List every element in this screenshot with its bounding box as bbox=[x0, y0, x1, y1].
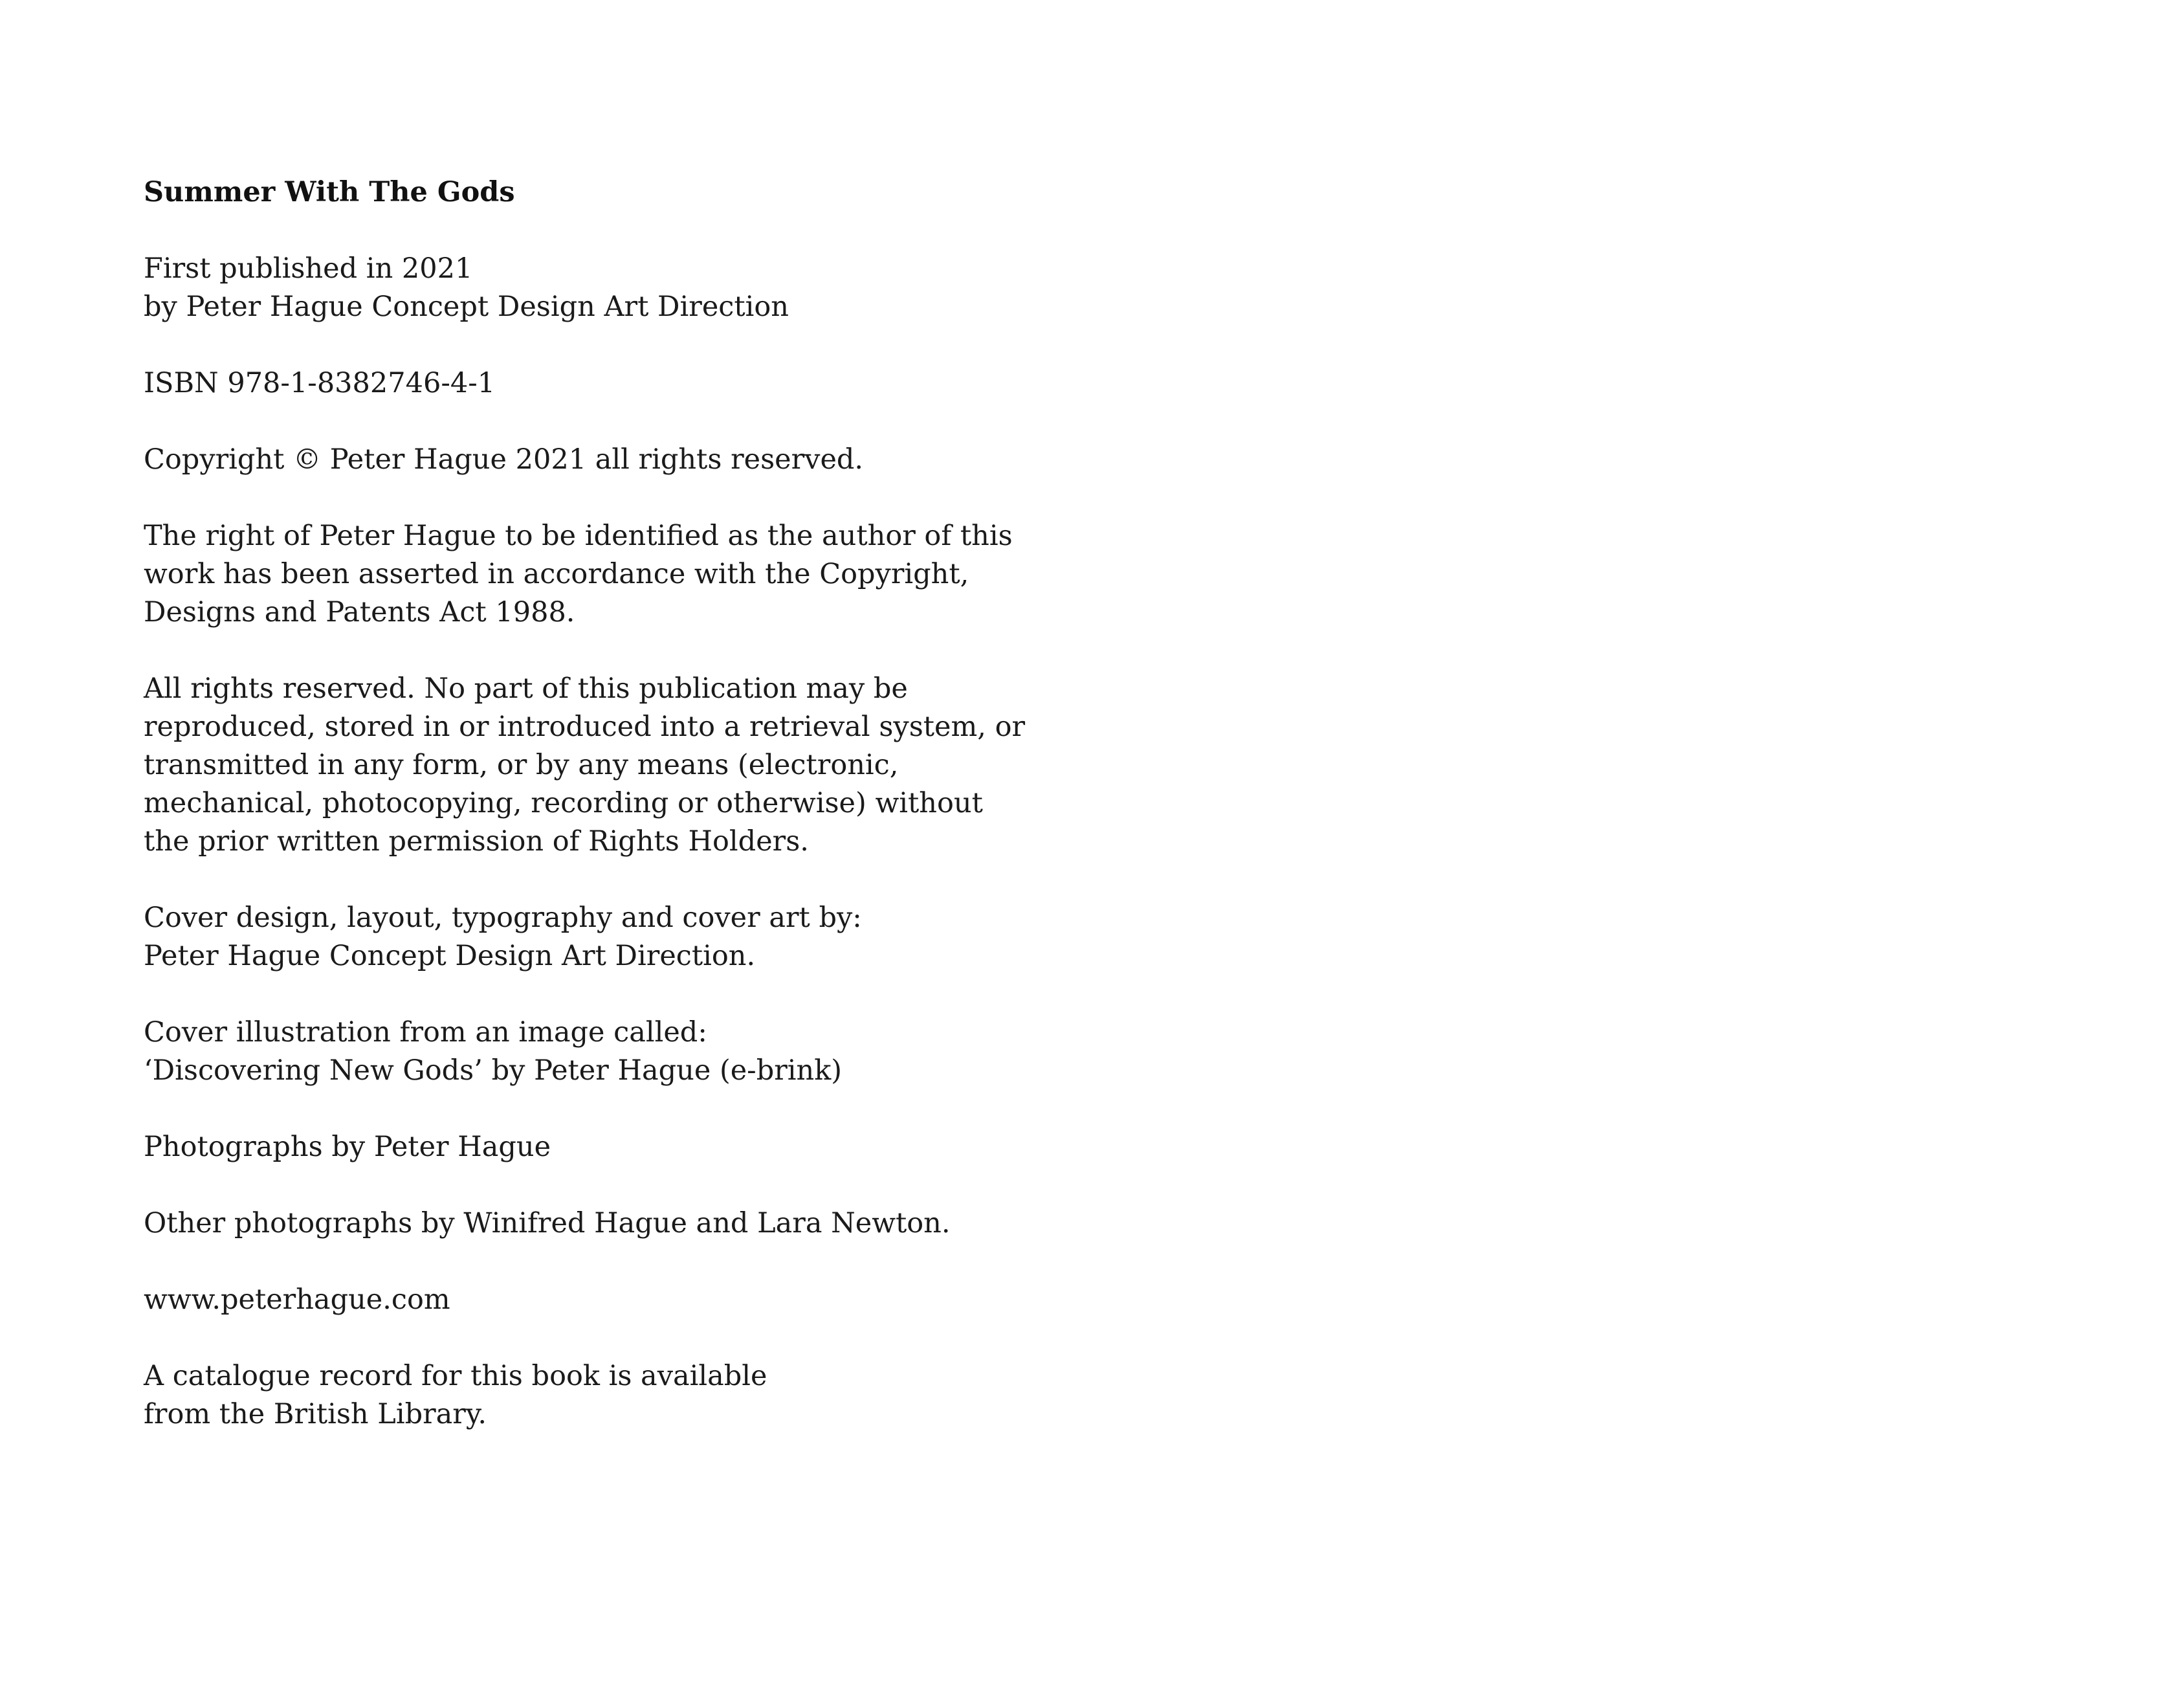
text-line: mechanical, photocopying, recording or otherwise) without bbox=[144, 787, 983, 819]
text-line: the prior written permission of Rights Holders. bbox=[144, 825, 809, 858]
text-line: from the British Library. bbox=[144, 1398, 487, 1430]
text-line: Copyright © Peter Hague 2021 all rights reserved. bbox=[144, 443, 864, 476]
catalogue-record-note bbox=[144, 1357, 985, 1434]
isbn bbox=[144, 364, 985, 403]
text-line: Other photographs by Winifred Hague and Lara Newton. bbox=[144, 1207, 951, 1239]
publication-info bbox=[144, 250, 985, 326]
design-credits bbox=[144, 899, 985, 975]
other-photograph-credits bbox=[144, 1205, 985, 1243]
text-line: transmitted in any form, or by any means (electronic, bbox=[144, 749, 899, 781]
text-line: ‘Discovering New Gods’ by Peter Hague (e-brink) bbox=[144, 1054, 843, 1087]
text-line: by Peter Hague Concept Design Art Direction bbox=[144, 291, 789, 323]
text-line: First published in 2021 bbox=[144, 252, 473, 285]
text-line: work has been asserted in accordance with the Copyright, bbox=[144, 558, 969, 590]
text-line: The right of Peter Hague to be identified as the author of this bbox=[144, 520, 1013, 552]
website bbox=[144, 1281, 985, 1319]
text-line: reproduced, stored in or introduced into a retrieval system, or bbox=[144, 711, 1026, 743]
text-line: www.peterhague.com bbox=[144, 1283, 450, 1316]
text-line: Designs and Patents Act 1988. bbox=[144, 596, 575, 628]
text-line: ISBN 978-1-8382746-4-1 bbox=[144, 367, 496, 399]
text-line: All rights reserved. No part of this publication may be bbox=[144, 672, 908, 705]
photograph-credits bbox=[144, 1128, 985, 1166]
book-title: Summer With The Gods bbox=[144, 176, 515, 208]
moral-rights-statement bbox=[144, 517, 1013, 632]
text-line: Cover illustration from an image called: bbox=[144, 1016, 707, 1049]
text-line: Photographs by Peter Hague bbox=[144, 1131, 551, 1163]
text-line: Cover design, layout, typography and cover art by: bbox=[144, 902, 862, 934]
copyright-notice bbox=[144, 441, 985, 479]
cover-illustration-credits bbox=[144, 1014, 985, 1090]
text-line: A catalogue record for this book is available bbox=[144, 1360, 767, 1392]
rights-reserved-statement bbox=[144, 670, 1026, 861]
text-line: Peter Hague Concept Design Art Direction. bbox=[144, 940, 756, 972]
copyright-text-block bbox=[144, 173, 1026, 1472]
